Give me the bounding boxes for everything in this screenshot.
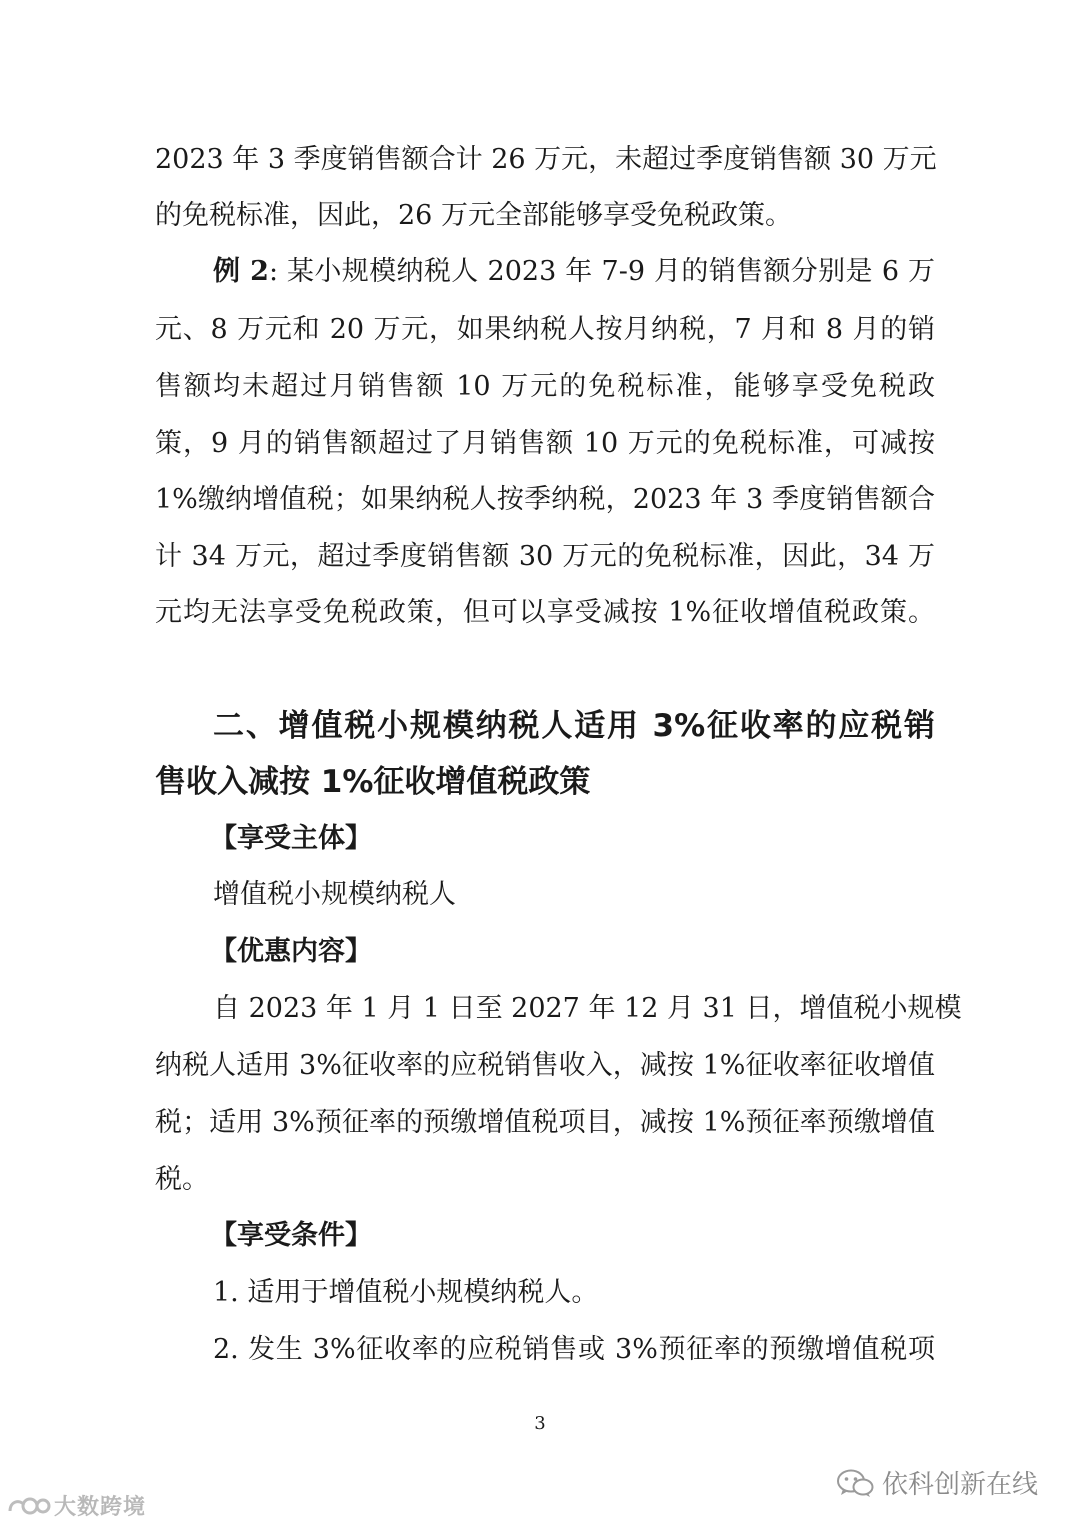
section-heading-line-2: 售收入减按 1%征收增值税政策: [155, 764, 591, 800]
label-conditions: 【享受条件】: [210, 1220, 372, 1251]
example-text: : 某小规模纳税人 2023 年 7-9 月的销售额分别是 6 万: [268, 256, 936, 287]
example-2-first-line: [213, 253, 935, 291]
paragraph-line: 元均无法享受免税政策，但可以享受减按 1%征收增值税政策。: [155, 597, 935, 628]
content-line: 税。: [155, 1164, 209, 1195]
condition-item: 1. 适用于增值税小规模纳税人。: [213, 1277, 599, 1308]
paragraph-line: 策，9 月的销售额超过了月销售额 10 万元的免税标准，可减按: [155, 428, 935, 459]
label-subject: 【享受主体】: [210, 823, 372, 854]
condition-item: 2. 发生 3%征收率的应税销售或 3%预征率的预缴增值税项: [213, 1334, 935, 1365]
brand-logo-icon: [6, 1493, 52, 1519]
content-line: 自 2023 年 1 月 1 日至 2027 年 12 月 31 日，增值税小规模: [213, 993, 962, 1024]
paragraph-line: 计 34 万元，超过季度销售额 30 万元的免税标准，因此，34 万: [155, 541, 935, 572]
watermark-left: [6, 1490, 146, 1521]
wechat-icon: [836, 1468, 874, 1498]
label-content: 【优惠内容】: [210, 936, 372, 967]
watermark-left-text: 大数跨境: [54, 1495, 147, 1520]
content-line: 纳税人适用 3%征收率的应税销售收入，减按 1%征收率征收增值: [155, 1050, 935, 1081]
example-label: 例 2: [213, 256, 269, 287]
watermark-right: [836, 1464, 1038, 1501]
paragraph-line: 的免税标准，因此，26 万元全部能够享受免税政策。: [155, 200, 792, 231]
content-line: 税；适用 3%预征率的预缴增值税项目，减按 1%预征率预缴增值: [155, 1107, 935, 1138]
paragraph-line: 2023 年 3 季度销售额合计 26 万元，未超过季度销售额 30 万元: [155, 144, 937, 175]
subject-text: 增值税小规模纳税人: [213, 879, 456, 910]
paragraph-line: 1%缴纳增值税；如果纳税人按季纳税，2023 年 3 季度销售额合: [155, 484, 935, 515]
section-heading-line-1: 二、增值税小规模纳税人适用 3%征收率的应税销: [213, 708, 935, 744]
watermark-right-text: 依科创新在线: [881, 1470, 1038, 1500]
page-number: 3: [534, 1413, 546, 1434]
paragraph-line: 元、8 万元和 20 万元，如果纳税人按月纳税，7 月和 8 月的销: [155, 314, 935, 345]
paragraph-line: 售额均未超过月销售额 10 万元的免税标准，能够享受免税政: [155, 371, 935, 402]
